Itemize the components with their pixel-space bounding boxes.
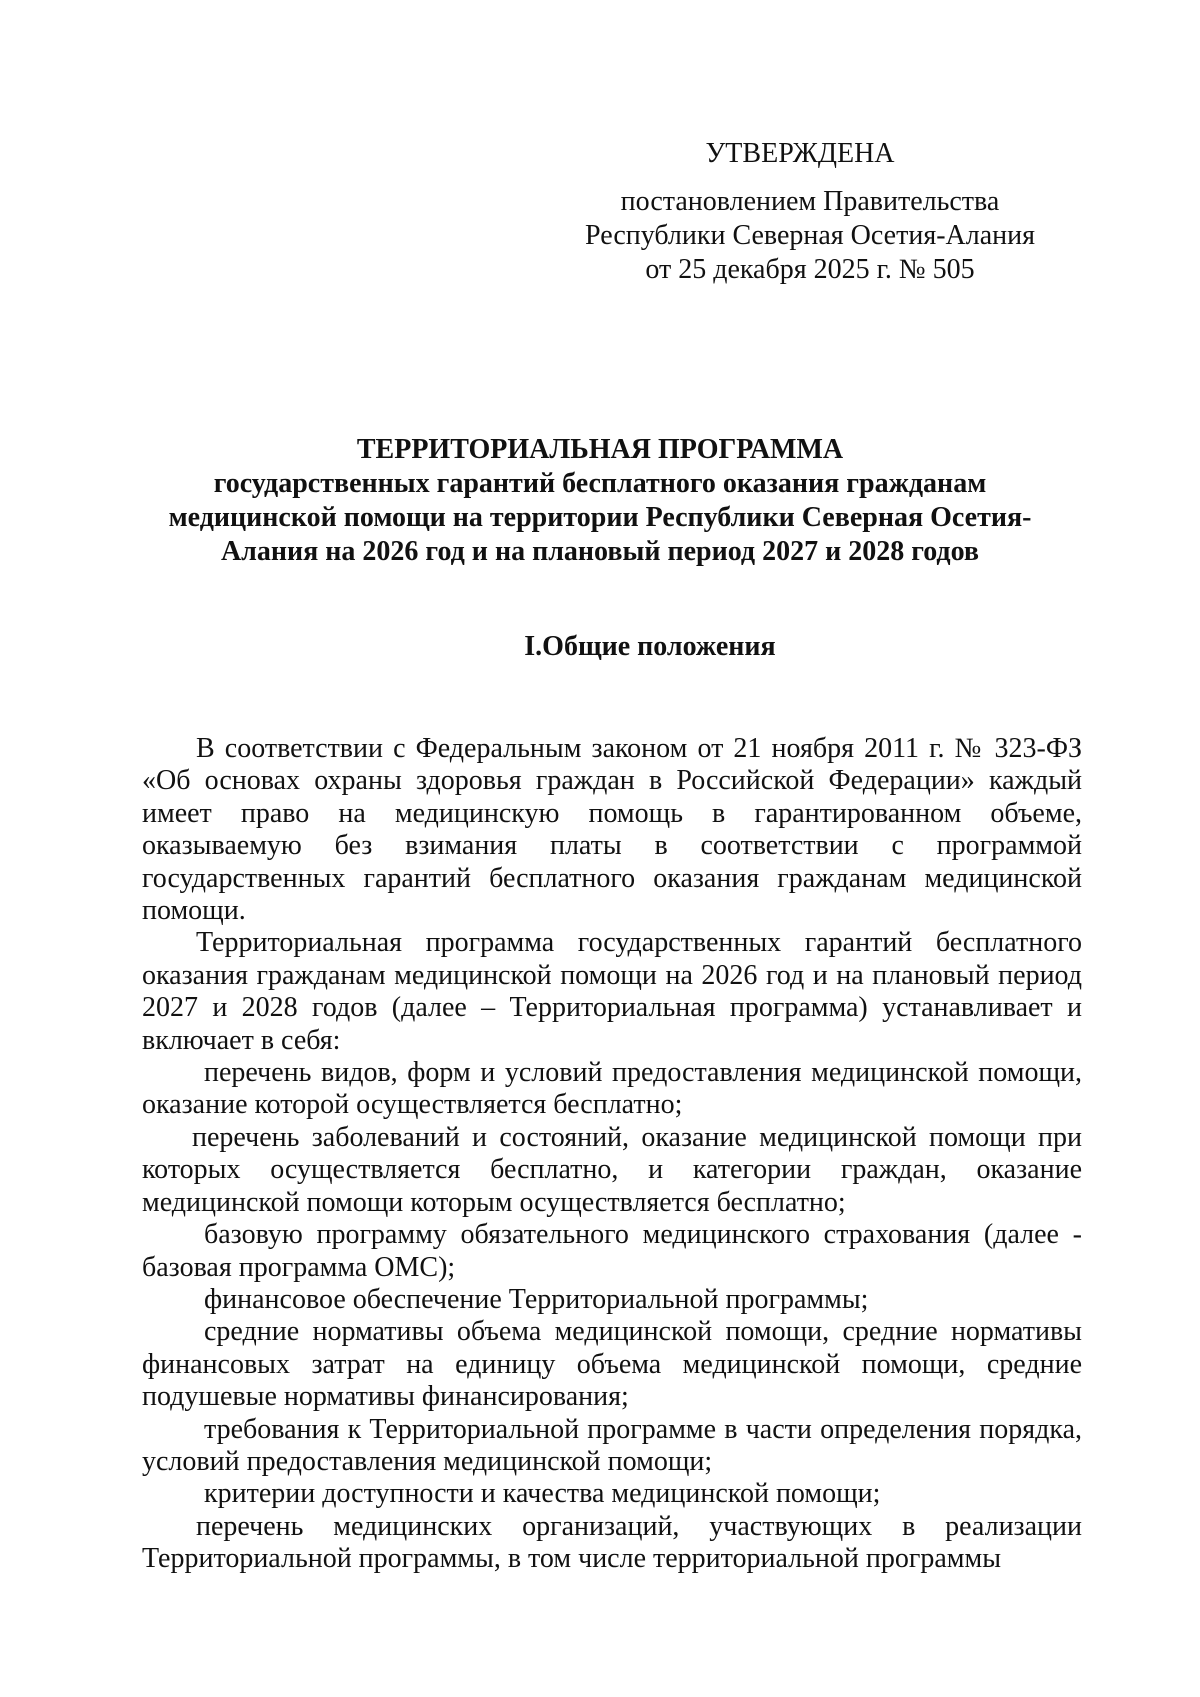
approval-line: постановлением Правительства — [620, 186, 1000, 217]
approval-title: УТВЕРЖДЕНА — [705, 138, 895, 169]
list-item-paragraph: перечень заболеваний и состояний, оказание медицинской помощи при которых осуществляется бесплатно, и категории граждан, оказание медицинской помощи которым осуществляется бесплатно; — [142, 1121, 1082, 1218]
document-title — [120, 433, 1080, 569]
body-paragraph: В соответствии с Федеральным законом от 21 ноября 2011 г. № 323-ФЗ «Об основах охраны здоровья граждан в Российской Федерации» каждый имеет право на медицинскую помощь в гарантированном объеме, оказываемую без взимания платы в соответствии с программой государственных гарантий бесплатного оказания гражданам медицинской помощи. — [142, 733, 1082, 927]
document-title-line: медицинской помощи на территории Республики Северная Осетия- — [168, 502, 1032, 533]
approval-block — [560, 137, 1060, 287]
document-title-line: ТЕРРИТОРИАЛЬНАЯ ПРОГРАММА — [356, 434, 844, 465]
document-title-line: государственных гарантий бесплатного оказания гражданам — [213, 468, 987, 499]
list-item-paragraph: перечень медицинских организаций, участвующих в реализации Территориальной программы, в том числе территориальной программы — [142, 1510, 1082, 1575]
list-item-paragraph: финансовое обеспечение Территориальной программы; — [204, 1283, 869, 1315]
approval-line: Республики Северная Осетия-Алания — [585, 220, 1035, 251]
section-heading: I.Общие положения — [524, 631, 776, 662]
list-item-paragraph: средние нормативы объема медицинской помощи, средние нормативы финансовых затрат на единицу объема медицинской помощи, средние подушевые нормативы финансирования; — [142, 1316, 1082, 1413]
approval-date-line: от 25 декабря 2025 г. № 505 — [645, 254, 975, 285]
list-item-paragraph: требования к Территориальной программе в части определения порядка, условий предоставления медицинской помощи; — [142, 1413, 1082, 1477]
document-body — [142, 733, 1082, 1576]
document-title-line: Алания на 2026 год и на плановый период 2027 и 2028 годов — [220, 536, 980, 567]
body-paragraph: Территориальная программа государственных гарантий бесплатного оказания гражданам медицинской помощи на 2026 год и на плановый период 2027 и 2028 годов (далее – Территориальная программа) устанавливает и включает в себя: — [142, 927, 1082, 1056]
list-item-paragraph: перечень видов, форм и условий предоставления медицинской помощи, оказание которой осуществляется бесплатно; — [142, 1057, 1082, 1121]
list-item-paragraph: критерии доступности и качества медицинской помощи; — [204, 1478, 881, 1510]
list-item-paragraph: базовую программу обязательного медицинского страхования (далее - базовая программа ОМС); — [142, 1219, 1082, 1283]
